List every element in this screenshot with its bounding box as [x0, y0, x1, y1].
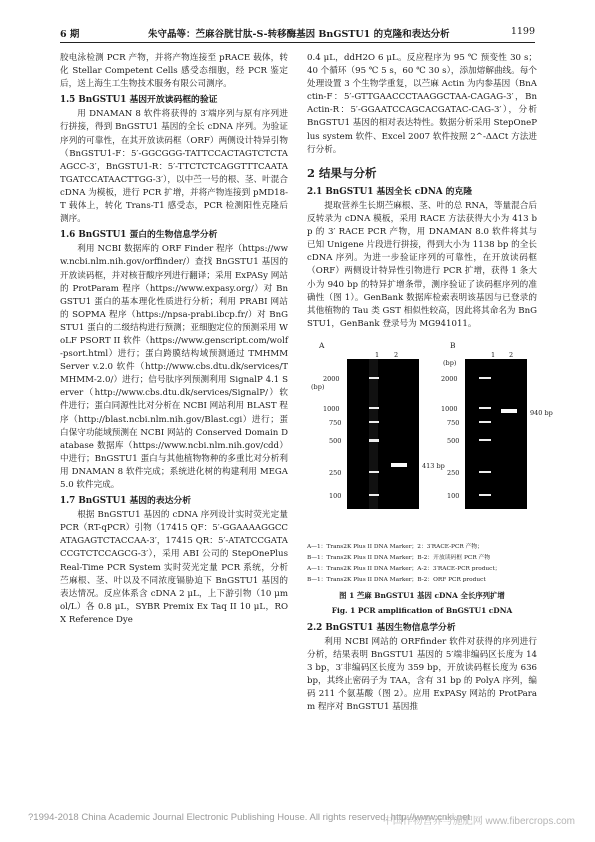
unit-label: (bp) — [311, 382, 325, 391]
marker-band — [479, 439, 491, 441]
left-column — [60, 52, 288, 627]
ladder-label: 750 — [329, 418, 342, 427]
band-size-label: 940 bp — [530, 408, 553, 417]
marker-band — [369, 471, 379, 473]
issue-number: 6 期 — [60, 29, 80, 40]
panel-b-label: B — [450, 340, 456, 350]
right-column — [307, 52, 553, 715]
paragraph: 提取营养生长期苎麻根、茎、叶的总 RNA，等量混合后反转录为 cDNA 模板，采用 RACE 方法获得大小为 413 bp 的 3′ RACE PCR 产物，用 DNAMAN 8.0 软件将其与已知 Unigene 片段进行拼接，得到大小为 1138 bp 的全长 cDNA 序列。为进一步验证序列的可靠性，在开放读码框（ORF）两侧设计特异性引物进行 PCR 扩增，获得 1 条大小为 940 bp 的特异扩增条带，测序验证了读码框序列的准确性（图 1）。GenBank 数据库检索表明该基因与已登录的其他植物的 Tau 类 GST 相似性较高，因此将其命名为 BnGSTU1，GenBank 登录号为 MG941011。 — [307, 200, 537, 329]
ladder-label: 2000 — [323, 374, 340, 383]
header-rule — [60, 42, 535, 43]
paragraph: 0.4 μL，ddH2O 6 μL。反应程序为 95 ℃ 预变性 30 s；40 个循环（95 ℃ 5 s，60 ℃ 30 s），添加熔解曲线。每个处理设置 3 个生物学重复，以苎麻 Actin 为内参基因（BnActin-F：5′-GTTGAACCCTAAGGCTAA-CAGAG-3′，BnActin-R：5′-GGAATCCAGCACGATAC-CAG-3′），分析 BnGSTU1 基因的相对表达特性。数据分析采用 StepOnePlus system 软件、Excel 2007 软件按照 2^-ΔΔCt 方法进行分析。 — [307, 53, 537, 155]
ladder-label: 750 — [447, 418, 460, 427]
ladder-label: 500 — [447, 436, 460, 445]
ladder-label: 1000 — [323, 404, 340, 413]
paragraph: 用 DNAMAN 8 软件将获得的 3′端序列与原有序列进行拼接，得到 BnGSTU1 基因的全长 cDNA 序列。为验证序列的可靠性，在其开放读码框（ORF）两侧设计特异引物（BnGSTU1-F：5′-GGCGGG-TATTCCACTAGTCTCTAAGCC-3′，BnGSTU1-R：5′-TTCTCTCAGGTTTCAATATGATCCATAACTTGG-3′），以中苎一号的根、茎、叶混合 cDNA 为模板，进行 PCR 扩增，并将产物连接到 pMD18-T 载体上，转化 Trans-T1 感受态，PCR 检测阳性克隆后测序。 — [60, 109, 288, 225]
panel-a-label: A — [319, 340, 325, 350]
caption-line: A—1：Trans2K Plus II DNA Marker；2：3′RACE-PCR 产物； — [307, 543, 483, 550]
watermark: 中国作物营养与施肥网 www.fibercrops.com — [382, 816, 575, 827]
section-heading-1-5: 1.5 BnGSTU1 基因开放读码框的验证 — [60, 95, 218, 106]
gel-panel-a — [347, 359, 419, 509]
marker-band — [369, 439, 379, 442]
marker-band — [479, 494, 491, 496]
marker-band — [369, 494, 379, 496]
ladder-label: 500 — [329, 436, 342, 445]
product-band — [501, 409, 517, 413]
ladder-label: 100 — [447, 491, 460, 500]
figure-1-gel — [307, 337, 553, 542]
running-title: 朱守晶等：苎麻谷胱甘肽-S-转移酶基因 BnGSTU1 的克隆和表达分析 — [148, 29, 450, 40]
section-heading-2-1: 2.1 BnGSTU1 基因全长 cDNA 的克隆 — [307, 186, 473, 197]
ladder-label: 250 — [447, 468, 460, 477]
ladder-label: 1000 — [441, 404, 458, 413]
ladder-label: 250 — [329, 468, 342, 477]
caption-line: A—1：Trans2K Plus II DNA Marker；A-2：3′RACE-PCR product； — [307, 565, 501, 572]
section-heading-2-2: 2.2 BnGSTU1 基因生物信息学分析 — [307, 622, 456, 633]
running-header — [60, 26, 535, 42]
paragraph: 根据 BnGSTU1 基因的 cDNA 序列设计实时荧光定量 PCR（RT-qPCR）引物（17415 QF：5′-GGAAAAGGCCATAGAGTCTACCAA-3′，17415 QR：5′-ATATCCGATACCGTCTCCAGCG-3′），采用 ABI 公司的 StepOnePlus Real-Time PCR System 实时荧光定量 PCR 系统，分析苎麻根、茎、叶以及不同浓度镉胁迫下 BnGSTU1 基因的表达情况。反应体系含 cDNA 2 μL，上下游引物（10 μmol/L）各 0.8 μL，SYBR Premix Ex Taq II 10 μL，ROX Reference Dye — [60, 510, 288, 625]
figure-caption — [307, 542, 537, 616]
marker-band — [369, 421, 379, 423]
caption-line: B—1：Trans2K Plus II DNA Marker；B-2：ORF PCR product — [307, 576, 486, 583]
figure-title-en: Fig. 1 PCR amplification of BnGSTU1 cDNA — [331, 605, 513, 615]
marker-band — [369, 407, 379, 409]
marker-band — [369, 377, 379, 379]
paragraph: 利用 NCBI 数据库的 ORF Finder 程序（https://www.ncbi.nlm.nih.gov/orffinder/）查找 BnGSTU1 基因的开放读码框，并对核苷酸序列进行翻译；采用 ExPASy 网站的 ProtParam 程序（https://www.expasy.org/）对 BnGSTU1 蛋白的基本理化性质进行分析；利用 PRABI 网站的 SOPMA 程序（https://npsa-prabi.ibcp.fr/）对 BnGSTU1 蛋白的二级结构进行预测；亚细胞定位的预测采用 WoLF PSORT II 软件（https://www.genscript.com/wolf-psort.html）进行；蛋白跨膜结构域预测通过 TMHMM Server v.2.0 软件（http://www.cbs.dtu.dk/services/TMHMM-2.0/）进行；信号肽序列预测利用 SignalP 4.1 Server（http://www.cbs.dtu.dk/services/SignalP/）软件进行；蛋白同源性比对分析在 NCBI 网站利用 BLAST 程序（http://blast.ncbi.nlm.nih.gov/Blast.cgi）进行；蛋白保守功能域预测在 NCBI 网站的 Conserved Domain Database 数据库（https://www.ncbi.nlm.nih.gov/cdd）中进行；BnGSTU1 蛋白与其他植物物种的多重比对分析利用 DNAMAN 8 软件完成；系统进化树的构建利用 MEGA 5.0 软件完成。 — [60, 244, 288, 490]
ladder-label: 100 — [329, 491, 342, 500]
caption-line: B—1：Trans2K Plus II DNA Marker；B-2：开放读码框 PCR 产物 — [307, 554, 491, 561]
marker-band — [479, 407, 491, 409]
lane-1-label: 1 — [491, 350, 496, 359]
section-heading-2: 2 结果与分析 — [307, 165, 377, 180]
ladder-label: 2000 — [441, 374, 458, 383]
section-heading-1-7: 1.7 BnGSTU1 基因的表达分析 — [60, 496, 192, 507]
marker-band — [479, 421, 491, 423]
unit-label: (bp) — [443, 358, 457, 367]
lane-2-label: 2 — [509, 350, 514, 359]
marker-band — [479, 377, 491, 379]
copyright-footer: ?1994-2018 China Academic Journal Electronic Publishing House. All rights reserved. http://www.cnki.net — [28, 812, 470, 823]
gel-panel-b — [465, 359, 527, 509]
lane-1-label: 1 — [375, 350, 380, 359]
paragraph: 利用 NCBI 网站的 ORFfinder 软件对获得的序列进行分析，结果表明 BnGSTU1 基因的 5′端非编码区长度为 143 bp，3′非编码区长度为 359 bp，开放读码框长度为 636 bp，其终止密码子为 TAA，含有 31 bp 的 PolyA 序列，编码 211 个氨基酸（图 2）。应用 ExPASy 网站的 ProtParam 程序对 BnGSTU1 基因推 — [307, 636, 537, 713]
page-number: 1199 — [510, 26, 535, 37]
marker-band — [479, 471, 491, 473]
section-heading-1-6: 1.6 BnGSTU1 蛋白的生物信息学分析 — [60, 230, 218, 241]
product-band — [391, 463, 407, 467]
paragraph: 胶电泳检测 PCR 产物，并将产物连接至 pRACE 载体，转化 Stellar Competent Cells 感受态细胞，经 PCR 鉴定后，送上海生工生物技术服务有限公司测序。 — [60, 53, 288, 90]
figure-title-cn: 图 1 苎麻 BnGSTU1 基因 cDNA 全长序列扩增 — [339, 590, 505, 600]
band-size-label: 413 bp — [422, 461, 445, 470]
lane-2-label: 2 — [394, 350, 399, 359]
